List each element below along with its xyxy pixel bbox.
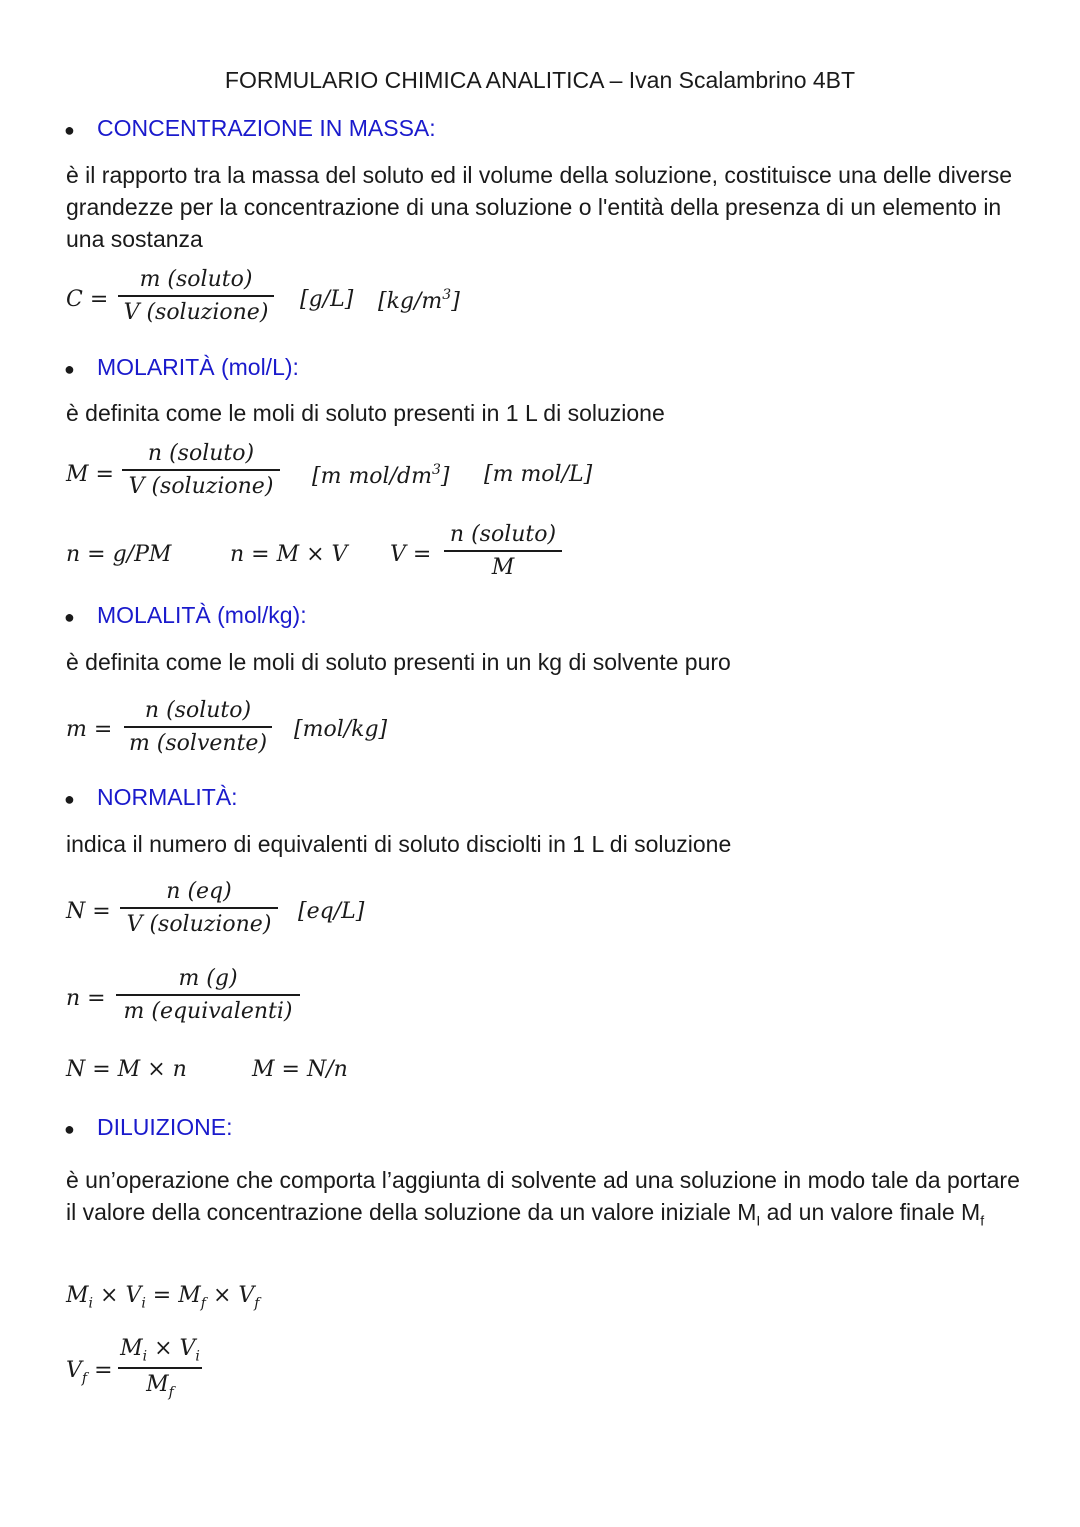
fraction	[122, 441, 280, 499]
formula-lhs: C =	[66, 287, 109, 312]
numerator: n (eq)	[166, 879, 232, 904]
numerator: n (soluto)	[144, 698, 252, 723]
bullet-icon: ●	[64, 359, 75, 379]
unit: $[kg/m^3]$	[378, 287, 460, 314]
fraction	[444, 522, 562, 580]
formula-dilution: $M_i \times V_i = M_f \times V_f$	[66, 1283, 260, 1312]
numerator: $M_i \times V_i$	[120, 1336, 200, 1365]
fraction	[118, 1336, 202, 1400]
heading-text: DILUIZIONE:	[97, 1114, 233, 1140]
paragraph-molalita: è definita come le moli di soluto presenti in un kg di solvente puro	[66, 649, 731, 675]
denominator: $M_f$	[146, 1371, 174, 1401]
fraction	[116, 966, 300, 1024]
unit: [m mol/$dm^3$]	[312, 462, 450, 489]
formula: M = N/n	[252, 1057, 348, 1082]
unit: [mol/kg]	[294, 717, 388, 742]
bullet-icon: ●	[64, 789, 75, 809]
heading-molarita	[64, 354, 299, 381]
heading-text: MOLALITÀ (mol/kg):	[97, 602, 307, 628]
fraction	[120, 879, 278, 937]
heading-molalita	[64, 602, 307, 629]
paragraph-normalita: indica il numero di equivalenti di soluto disciolti in 1 L di soluzione	[66, 831, 732, 857]
numerator: m (soluto)	[139, 267, 253, 292]
formula-lhs: V =	[390, 542, 432, 567]
heading-text: MOLARITÀ (mol/L):	[97, 354, 299, 380]
fraction	[124, 698, 272, 756]
formula: n = M × V	[230, 542, 348, 567]
formula-lhs: $V_f$ =	[66, 1358, 113, 1387]
bullet-icon: ●	[64, 607, 75, 627]
fraction	[118, 267, 274, 325]
paragraph-molarita: è definita come le moli di soluto presenti in 1 L di soluzione	[66, 400, 665, 426]
heading-concentrazione	[64, 115, 436, 142]
formula-lhs: M =	[66, 462, 114, 487]
heading-text: CONCENTRAZIONE IN MASSA:	[97, 115, 436, 141]
formula-lhs: N =	[66, 899, 111, 924]
denominator: V (soluzione)	[123, 299, 269, 325]
numerator: m (g)	[178, 966, 238, 991]
denominator: m (equivalenti)	[123, 998, 293, 1024]
denominator: V (soluzione)	[128, 473, 274, 499]
bullet-icon: ●	[64, 120, 75, 140]
paragraph-concentrazione: è il rapporto tra la massa del soluto ed il volume della soluzione, costituisce una delle diverse grandezze per la concentrazione di una soluzione o l'entità della presenza di un elemento in una sostanza	[66, 162, 1013, 252]
numerator: n (soluto)	[147, 441, 255, 466]
denominator: V (soluzione)	[126, 911, 272, 937]
unit: [g/L]	[300, 287, 354, 312]
heading-diluizione	[64, 1114, 232, 1141]
numerator: n (soluto)	[449, 522, 557, 547]
formula: N = M × n	[66, 1057, 187, 1082]
paragraph-diluizione: è un’operazione che comporta l’aggiunta di solvente ad una soluzione in modo tale da portare il valore della concentrazione della soluzione da un valore iniziale $M_I$ ad un valore finale $M_f$	[66, 1167, 1020, 1229]
page-title: FORMULARIO CHIMICA ANALITICA – Ivan Scalambrino 4BT	[224, 67, 856, 93]
heading-normalita	[64, 784, 238, 811]
unit: [eq/L]	[298, 899, 365, 924]
heading-text: NORMALITÀ:	[97, 784, 238, 810]
denominator: M	[491, 554, 515, 580]
unit: [m mol/L]	[484, 462, 593, 487]
bullet-icon: ●	[64, 1119, 75, 1139]
formula-lhs: m =	[66, 717, 113, 742]
formula: n = g/PM	[66, 542, 172, 567]
denominator: m (solvente)	[128, 730, 268, 756]
formula-lhs: n =	[66, 986, 106, 1011]
